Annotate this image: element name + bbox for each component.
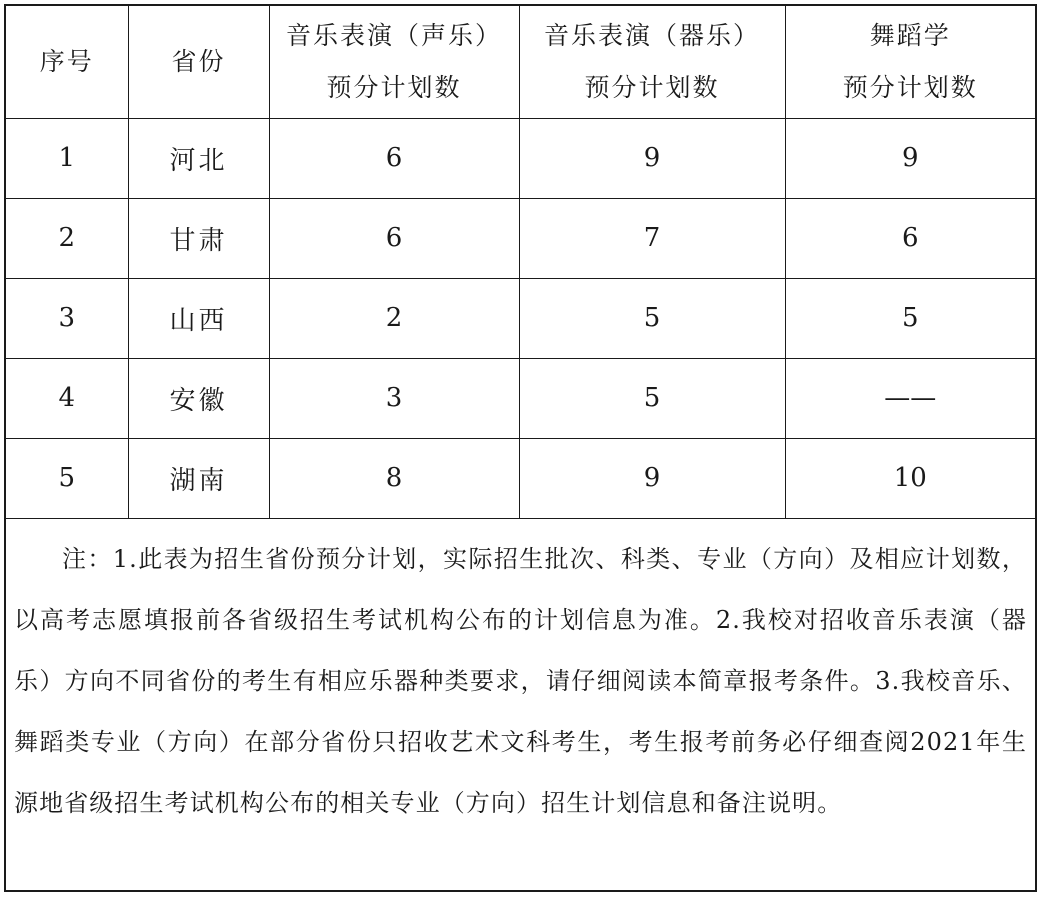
enrollment-plan-table	[6, 6, 1035, 519]
header-index: 序号	[6, 6, 128, 118]
cell-province: 湖南	[128, 438, 269, 518]
table-row	[6, 278, 1035, 358]
cell-instrumental: 9	[519, 118, 785, 198]
cell-index: 1	[6, 118, 128, 198]
cell-province: 安徽	[128, 358, 269, 438]
header-instrumental-plan: 音乐表演（器乐） 预分计划数	[519, 6, 785, 118]
cell-index: 4	[6, 358, 128, 438]
table-row	[6, 198, 1035, 278]
cell-vocal: 6	[269, 198, 519, 278]
cell-vocal: 8	[269, 438, 519, 518]
cell-dance: ——	[785, 358, 1035, 438]
cell-dance: 10	[785, 438, 1035, 518]
footnote: 注：1.此表为招生省份预分计划，实际招生批次、科类、专业（方向）及相应计划数，以高考志愿填报前各省级招生考试机构公布的计划信息为准。2.我校对招收音乐表演（器乐）方向不同省份的考生有相应乐器种类要求，请仔细阅读本简章报考条件。3.我校音乐、舞蹈类专业（方向）在部分省份只招收艺术文科考生，考生报考前务必仔细查阅2021年生源地省级招生考试机构公布的相关专业（方向）招生计划信息和备注说明。	[14, 544, 1027, 817]
cell-dance: 9	[785, 118, 1035, 198]
header-province: 省份	[128, 6, 269, 118]
cell-vocal: 6	[269, 118, 519, 198]
header-dance-plan: 舞蹈学 预分计划数	[785, 6, 1035, 118]
cell-province: 甘肃	[128, 198, 269, 278]
cell-province: 山西	[128, 278, 269, 358]
cell-vocal: 2	[269, 278, 519, 358]
table-row	[6, 118, 1035, 198]
cell-index: 2	[6, 198, 128, 278]
header-row	[6, 6, 1035, 118]
table-row	[6, 358, 1035, 438]
cell-instrumental: 5	[519, 358, 785, 438]
cell-instrumental: 5	[519, 278, 785, 358]
cell-dance: 5	[785, 278, 1035, 358]
cell-dance: 6	[785, 198, 1035, 278]
cell-index: 3	[6, 278, 128, 358]
cell-instrumental: 9	[519, 438, 785, 518]
cell-index: 5	[6, 438, 128, 518]
document-sheet	[4, 4, 1037, 892]
cell-instrumental: 7	[519, 198, 785, 278]
header-vocal-plan: 音乐表演（声乐） 预分计划数	[269, 6, 519, 118]
cell-province: 河北	[128, 118, 269, 198]
table-row	[6, 438, 1035, 518]
cell-vocal: 3	[269, 358, 519, 438]
